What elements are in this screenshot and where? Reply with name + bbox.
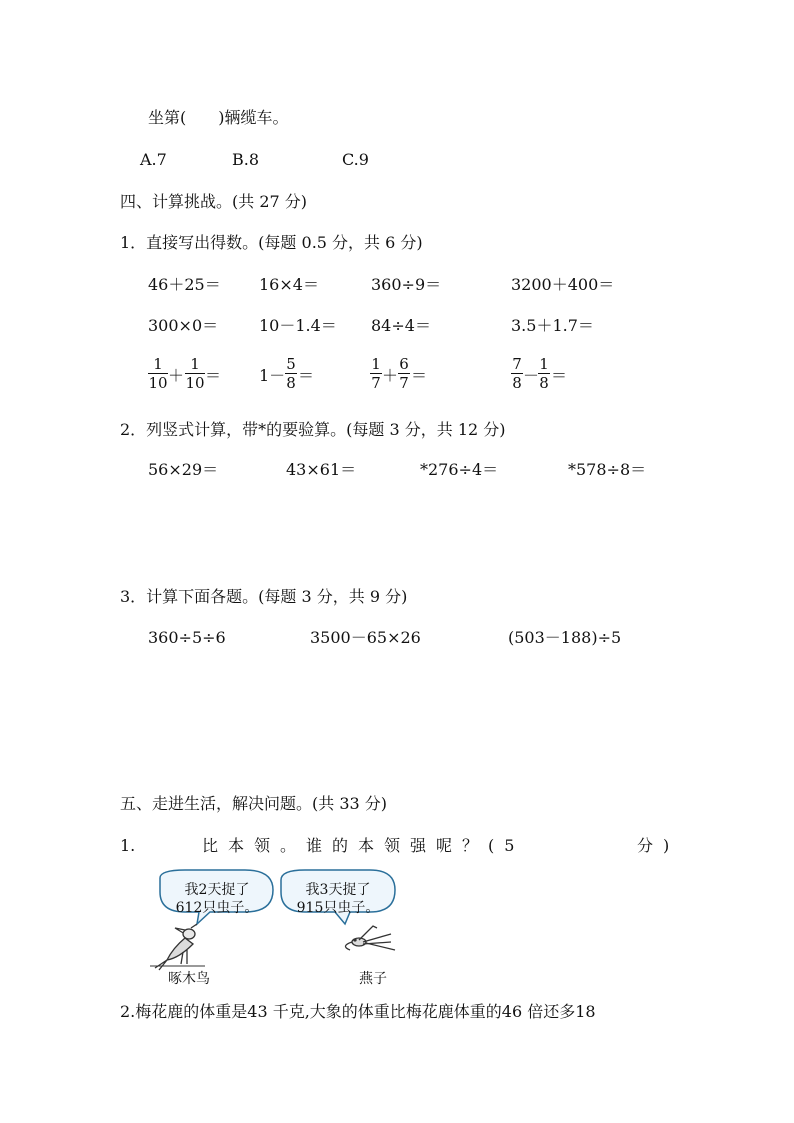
swallow-icon [345, 926, 395, 950]
option-c: C.9 [342, 150, 369, 169]
equals: ＝ [411, 366, 428, 385]
vertical-calc-item: 43×61＝ [286, 460, 357, 479]
vertical-calc-item: 56×29＝ [148, 460, 219, 479]
q3-title: 3．计算下面各题。(每题 3 分，共 9 分) [120, 587, 408, 606]
swallow-speech: 我3天捉了 915只虫子。 [296, 882, 380, 916]
expression-item: 360÷5÷6 [148, 628, 226, 647]
fraction: 5 8 [286, 355, 296, 392]
whole-minus: 1－ [259, 366, 286, 385]
option-a: A.7 [140, 150, 167, 169]
equals: ＝ [205, 366, 222, 385]
option-b: B.8 [232, 150, 260, 169]
operator: － [523, 366, 540, 385]
calc-item: 46＋25＝ [148, 275, 221, 294]
woodpecker-icon [150, 924, 205, 970]
q2-title: 2．列竖式计算，带*的要验算。(每题 3 分，共 12 分) [120, 420, 506, 439]
calc-item: 360÷9＝ [371, 275, 442, 294]
q1-score-tail: 分) [637, 836, 680, 855]
fraction: 7 8 [512, 355, 522, 392]
equals: ＝ [298, 366, 315, 385]
equals: ＝ [551, 366, 568, 385]
calc-item: 16×4＝ [259, 275, 319, 294]
s5-q2-text: 2.梅花鹿的体重是43 千克,大象的体重比梅花鹿体重的46 倍还多18 [120, 1002, 596, 1021]
q1-text: 比本领。谁的本领强呢？(5 [202, 836, 525, 855]
swallow-label: 燕子 [359, 971, 387, 987]
calc-item: 3.5＋1.7＝ [511, 316, 594, 335]
expression-item: 3500－65×26 [310, 628, 421, 647]
operator: ＋ [382, 366, 399, 385]
expression-item: (503－188)÷5 [508, 628, 622, 647]
q1-number: 1. [120, 836, 136, 855]
fraction: 6 7 [399, 355, 409, 392]
calc-item: 300×0＝ [148, 316, 219, 335]
fraction: 1 10 [148, 355, 168, 392]
q1-title: 1．直接写出得数。(每题 0.5 分，共 6 分) [120, 233, 423, 252]
question-continuation: 坐第( )辆缆车。 [148, 108, 289, 127]
fraction: 1 8 [539, 355, 549, 392]
calc-item: 10－1.4＝ [259, 316, 337, 335]
vertical-calc-item: *276÷4＝ [420, 460, 499, 479]
section5-title: 五、走进生活，解决问题。(共 33 分) [120, 794, 388, 813]
calc-item: 84÷4＝ [371, 316, 431, 335]
fraction: 1 10 [185, 355, 205, 392]
fraction: 1 7 [371, 355, 381, 392]
vertical-calc-item: *578÷8＝ [568, 460, 647, 479]
operator: ＋ [168, 366, 185, 385]
section4-title: 四、计算挑战。(共 27 分) [120, 192, 308, 211]
woodpecker-label: 啄木鸟 [168, 971, 210, 987]
calc-item: 3200＋400＝ [511, 275, 615, 294]
woodpecker-speech: 我2天捉了 612只虫子。 [175, 882, 259, 916]
